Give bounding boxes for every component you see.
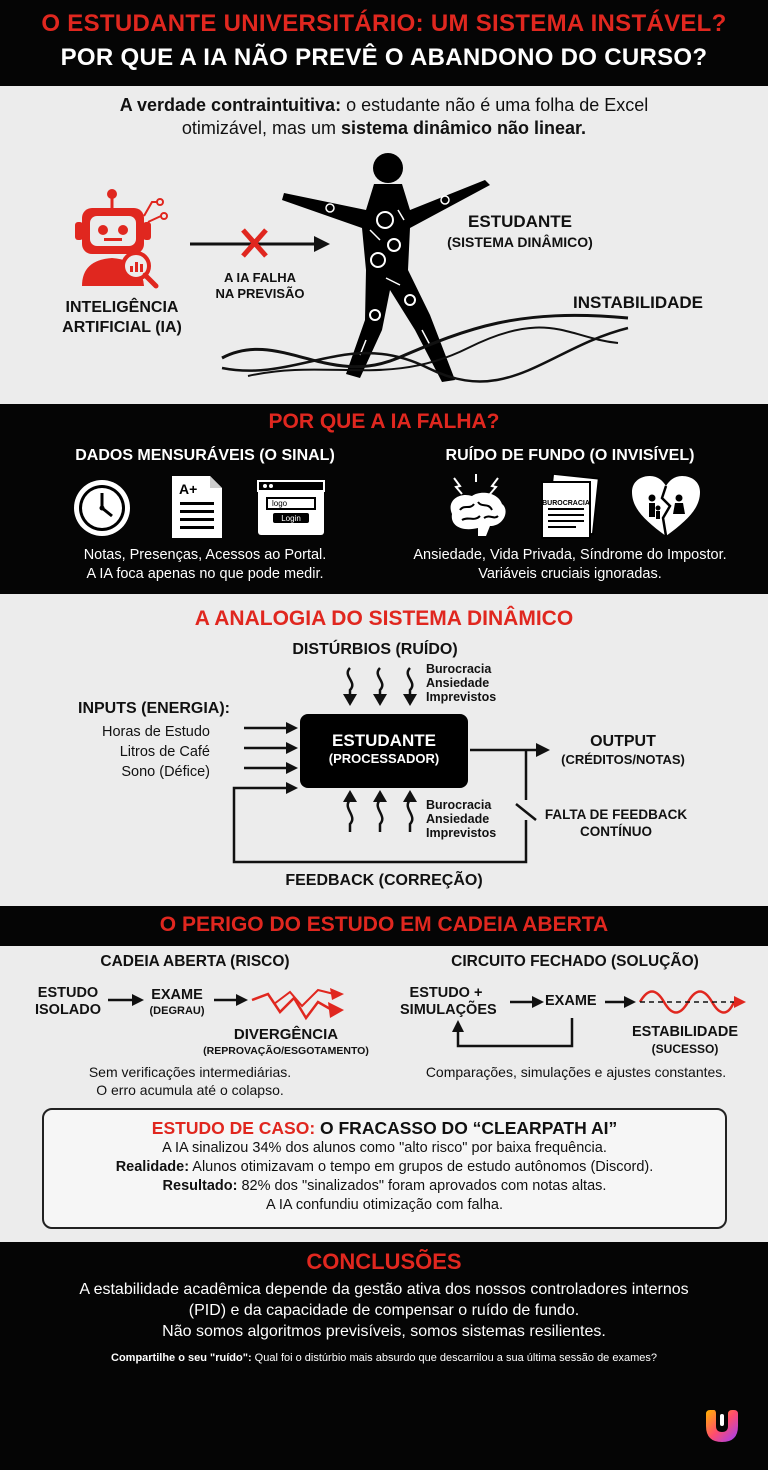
closed-study-line2: SIMULAÇÕES	[400, 1002, 497, 1018]
intro-rest-2: otimizável, mas um	[181, 118, 341, 138]
student-label-line1: ESTUDANTE	[468, 212, 572, 231]
lack-feedback-line1: FALTA DE FEEDBACK	[544, 807, 688, 822]
case-line3-rest: 82% dos "sinalizados" foram aprovados com notas altas.	[237, 1178, 607, 1194]
case-line2-rest: Alunos otimizavam o tempo em grupos de estudo autônomos (Discord).	[189, 1159, 654, 1175]
output-label	[548, 733, 698, 769]
signal-desc-line2: A IA foca apenas no que pode medir.	[86, 566, 324, 582]
robot-icon	[72, 186, 172, 290]
inputs-list	[78, 722, 210, 782]
open-chain-title: O PERIGO DO ESTUDO EM CADEIA ABERTA	[159, 913, 609, 936]
fail-label-line2: NA PREVISÃO	[215, 286, 305, 301]
instability-label: INSTABILIDADE	[573, 293, 704, 312]
inputs-title: INPUTS (ENERGIA):	[78, 700, 230, 717]
disturbances-label: DISTÚRBIOS (RUÍDO)	[292, 641, 458, 658]
case-line4: A IA confundiu otimização com falha.	[266, 1197, 503, 1213]
conclusion-line2: (PID) e da capacidade de compensar o ruído de fundo.	[188, 1302, 580, 1319]
processor-box	[300, 714, 468, 788]
grade-text: A+	[179, 481, 198, 497]
clock-icon	[70, 476, 134, 540]
input-item: Sono (Défice)	[121, 764, 210, 780]
case-title-red: ESTUDO DE CASO:	[151, 1118, 316, 1138]
noise-item: Burocracia	[426, 662, 492, 676]
noise-description	[385, 546, 755, 584]
broken-heart-family-icon	[630, 474, 702, 538]
noise-desc-line1: Ansiedade, Vida Privada, Síndrome do Impostor.	[413, 547, 727, 563]
noise-desc-line2: Variáveis cruciais ignoradas.	[478, 566, 662, 582]
conclusions-text	[0, 1279, 768, 1342]
noise-item: Ansiedade	[426, 812, 490, 826]
open-study-label	[30, 985, 106, 1019]
case-study-box	[42, 1108, 727, 1229]
ai-label-line1: INTELIGÊNCIA	[65, 299, 179, 316]
login-portal-icon	[257, 480, 325, 536]
lack-feedback-line2: CONTÍNUO	[580, 824, 652, 839]
student-label-line2: (SISTEMA DINÂMICO)	[447, 234, 593, 250]
share-prompt	[0, 1352, 768, 1364]
disturbance-list-top	[426, 662, 496, 704]
case-study-title	[44, 1117, 725, 1139]
login-field-text: logo	[272, 499, 288, 508]
open-study-line2: ISOLADO	[34, 1002, 102, 1018]
conclusion-line1: A estabilidade acadêmica depende da gestão ativa dos nossos controladores internos	[79, 1281, 689, 1298]
output-line2: (CRÉDITOS/NOTAS)	[561, 752, 685, 767]
noise-title: RUÍDO DE FUNDO (O INVISÍVEL)	[445, 447, 695, 464]
intro-bold-1: A verdade contraintuitiva:	[119, 95, 342, 115]
intro-rest-1: o estudante não é uma folha de Excel	[341, 95, 649, 115]
case-line3-bold: Resultado:	[162, 1178, 238, 1194]
open-study-line1: ESTUDO	[37, 985, 99, 1001]
noise-item: Imprevistos	[426, 826, 497, 840]
case-line3	[44, 1177, 725, 1196]
login-button-text: Login	[281, 514, 301, 523]
open-chain-description	[40, 1063, 340, 1099]
conclusions-title: CONCLUSÕES	[306, 1249, 462, 1274]
student-label	[430, 212, 610, 252]
case-line1: A IA sinalizou 34% dos alunos como "alto risco" por baixa frequência.	[162, 1140, 607, 1156]
divergence-line2: (REPROVAÇÃO/ESGOTAMENTO)	[203, 1045, 369, 1057]
stability-label	[615, 1024, 755, 1058]
divergence-label	[196, 1026, 376, 1060]
feedback-label: FEEDBACK (CORREÇÃO)	[285, 872, 483, 889]
conclusion-line3: Não somos algoritmos previsíveis, somos sistemas resilientes.	[162, 1323, 606, 1340]
bureaucracy-icon-text: BUROCRACIA	[542, 500, 590, 507]
ai-label-line2: ARTIFICIAL (IA)	[62, 319, 182, 336]
open-exam-line1: EXAME	[151, 987, 203, 1003]
share-bold: Compartilhe o seu "ruído":	[111, 1352, 252, 1364]
input-item: Horas de Estudo	[101, 724, 210, 740]
open-exam-line2: (DEGRAU)	[149, 1005, 205, 1017]
input-item: Litros de Café	[119, 744, 210, 760]
brain-stress-icon	[442, 470, 512, 540]
bureaucracy-papers-icon	[538, 474, 600, 540]
case-title-rest: O FRACASSO DO “CLEARPATH AI”	[315, 1118, 618, 1138]
header-title-line2: POR QUE A IA NÃO PREVÊ O ABANDONO DO CURSO?	[60, 44, 708, 71]
brand-logo-icon	[702, 1406, 742, 1446]
processor-line2: (PROCESSADOR)	[328, 751, 440, 766]
lack-feedback-label	[536, 806, 696, 840]
stability-line1: ESTABILIDADE	[631, 1024, 739, 1040]
processor-line1: ESTUDANTE	[332, 731, 436, 750]
case-line2	[44, 1158, 725, 1177]
why-title: POR QUE A IA FALHA?	[268, 410, 500, 433]
noise-item: Burocracia	[426, 798, 492, 812]
analogy-title: A ANALOGIA DO SISTEMA DINÂMICO	[194, 607, 574, 630]
open-chain-subtitle: CADEIA ABERTA (RISCO)	[100, 953, 290, 970]
case-line2-bold: Realidade:	[115, 1159, 190, 1175]
output-line1: OUTPUT	[590, 733, 656, 750]
closed-chain-description: Comparações, simulações e ajustes constantes.	[425, 1064, 727, 1080]
disturbance-list-bottom	[426, 798, 496, 840]
header-title-line1: O ESTUDANTE UNIVERSITÁRIO: UM SISTEMA INSTÁVEL?	[41, 10, 727, 37]
ai-label	[52, 298, 192, 338]
open-desc-line1: Sem verificações intermediárias.	[88, 1064, 292, 1080]
stability-line2: (SUCESSO)	[651, 1042, 719, 1056]
fail-label-line1: A IA FALHA	[224, 270, 296, 285]
noise-item: Imprevistos	[426, 690, 497, 704]
signal-desc-line1: Notas, Presenças, Acessos ao Portal.	[83, 547, 327, 563]
signal-description	[20, 546, 390, 584]
intro-bold-2: sistema dinâmico não linear.	[340, 118, 587, 138]
divergence-line1: DIVERGÊNCIA	[233, 1026, 339, 1043]
share-rest: Qual foi o distúrbio mais absurdo que descarrilou a sua última sessão de exames?	[251, 1352, 657, 1364]
signal-title: DADOS MENSURÁVEIS (O SINAL)	[75, 447, 335, 464]
closed-study-line1: ESTUDO +	[409, 985, 483, 1001]
intro-text	[0, 94, 768, 140]
closed-chain-subtitle: CIRCUITO FECHADO (SOLUÇÃO)	[451, 953, 699, 970]
noise-item: Ansiedade	[426, 676, 490, 690]
closed-exam-label: EXAME	[545, 993, 597, 1009]
open-desc-line2: O erro acumula até o colapso.	[96, 1082, 284, 1098]
